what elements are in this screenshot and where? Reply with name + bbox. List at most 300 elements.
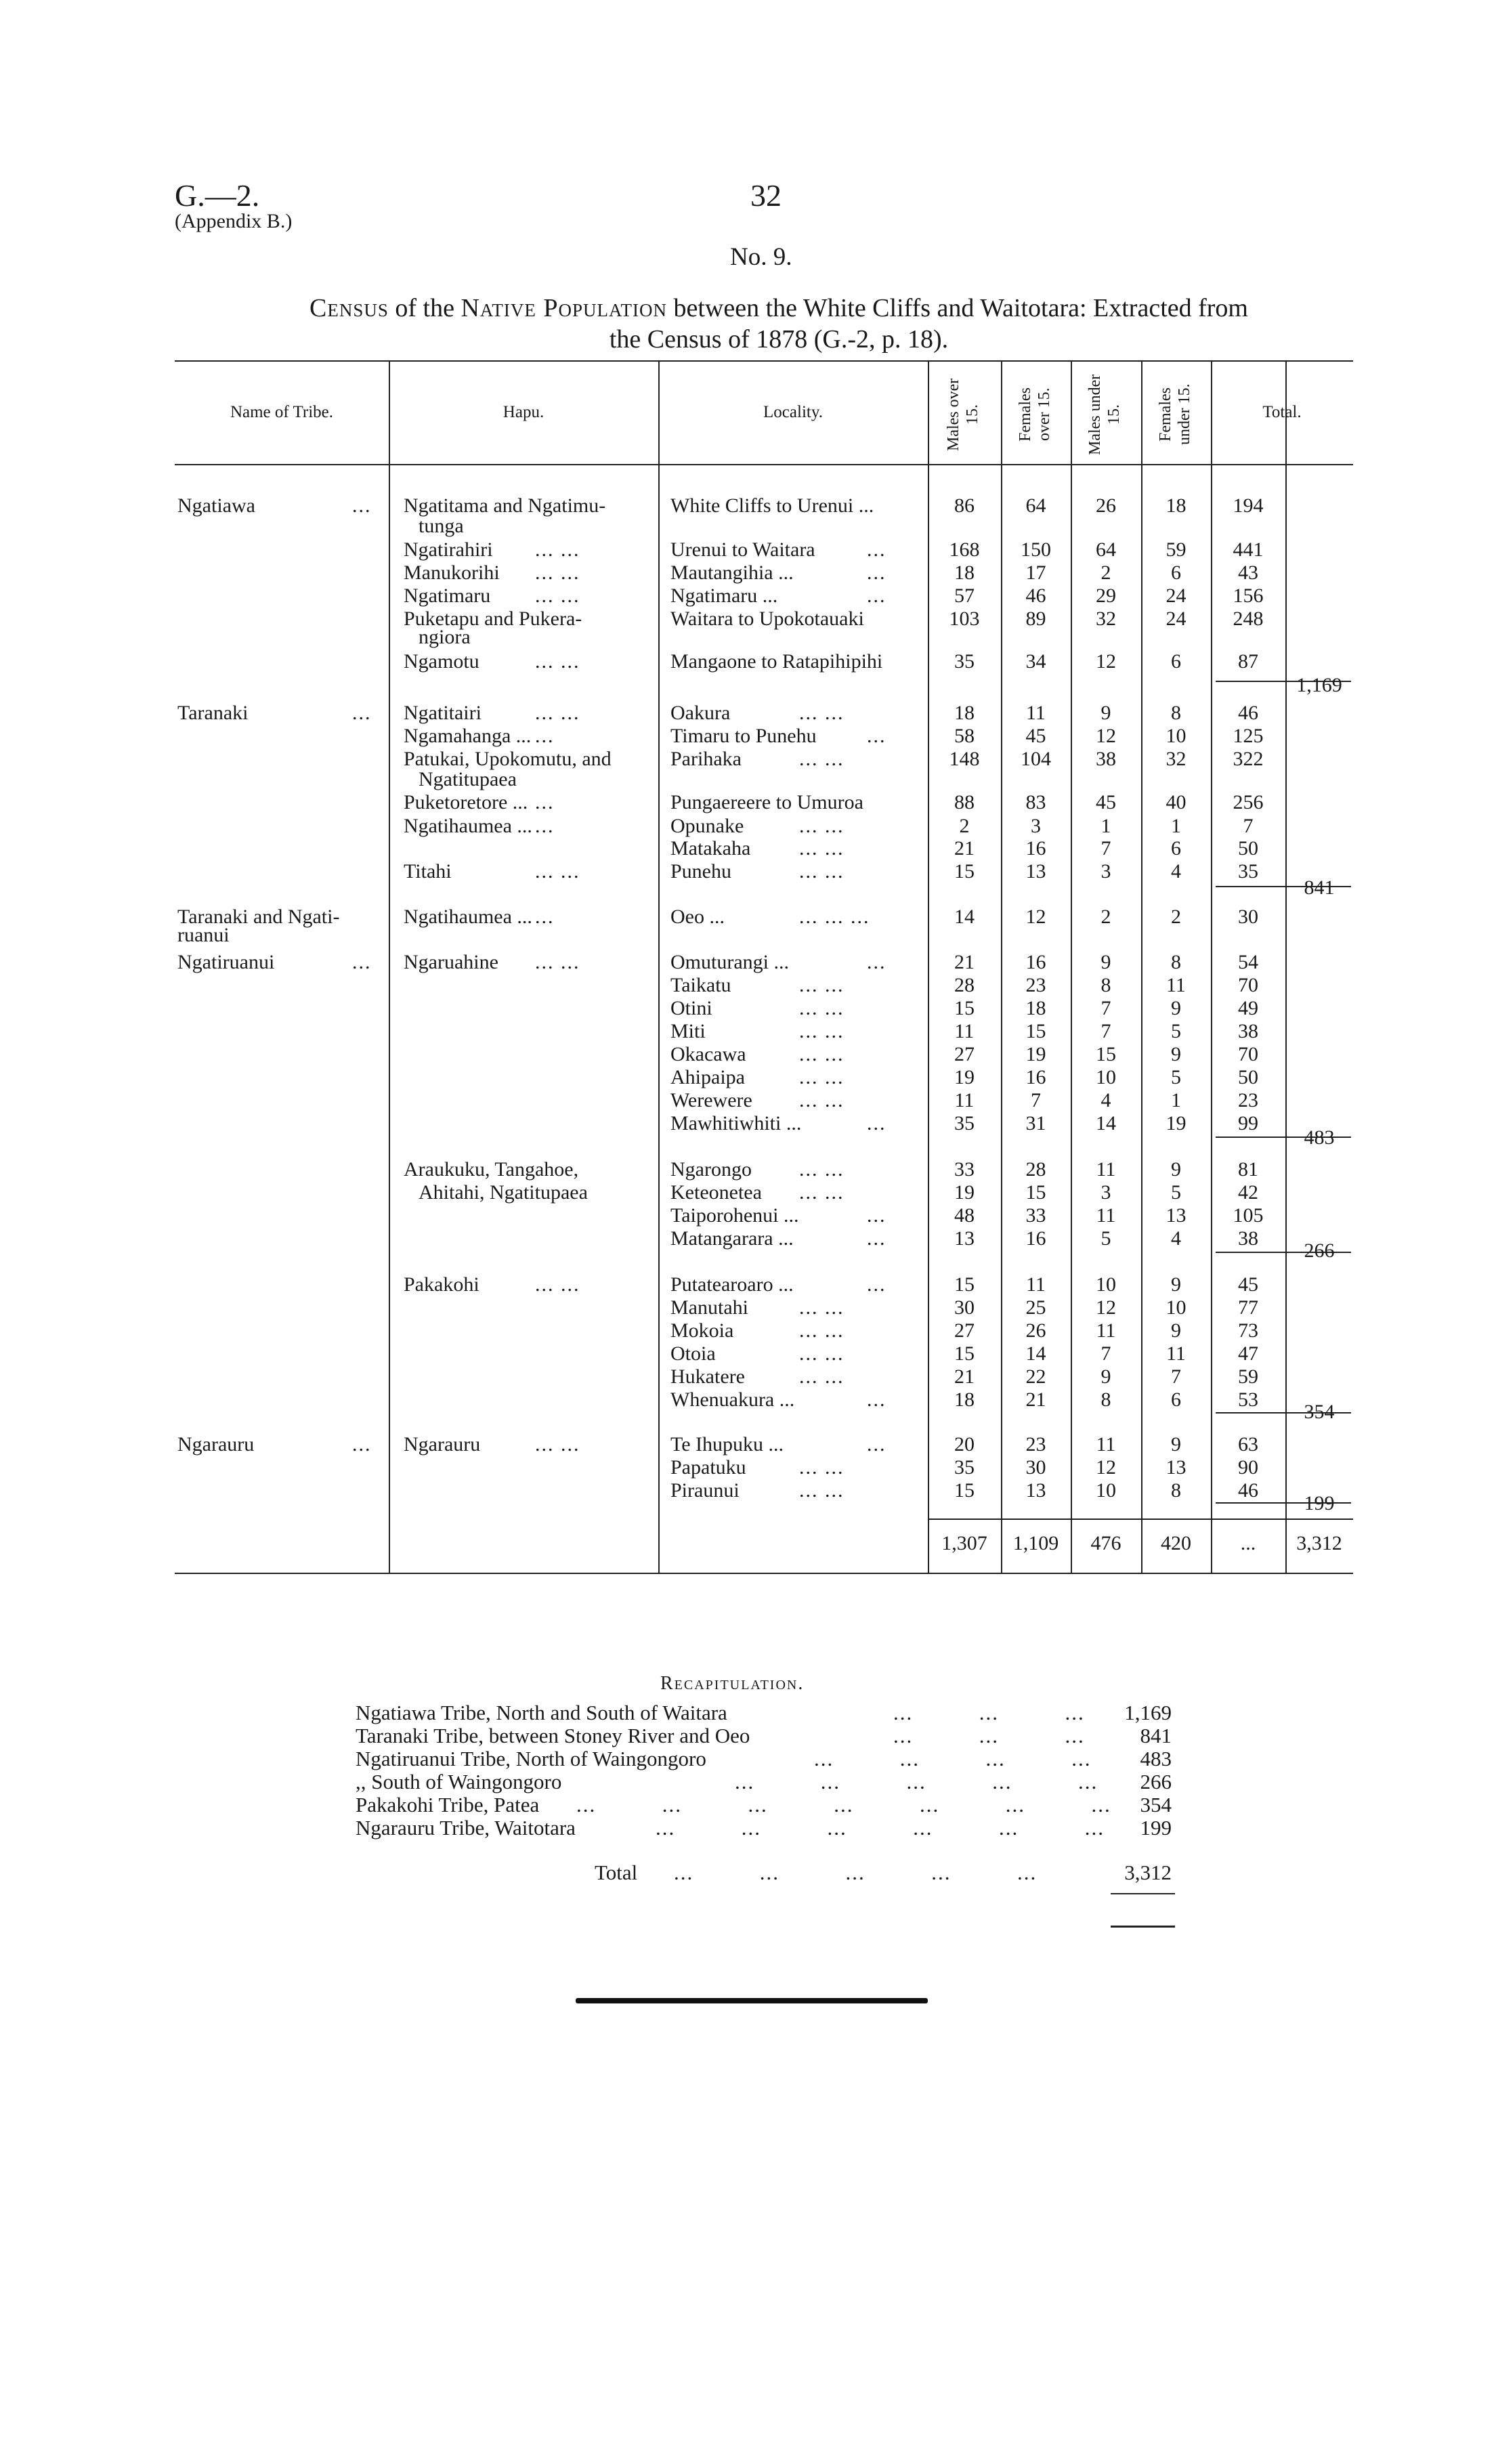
grand-males-under-15: 476 bbox=[1090, 1532, 1121, 1554]
tribe-leader-dots: ... bbox=[352, 951, 372, 973]
locality-leader-dots: ... ... bbox=[799, 1365, 845, 1388]
females-over-15-value: 21 bbox=[1025, 1388, 1046, 1411]
males-over-15-value: 103 bbox=[949, 608, 980, 630]
locality-leader-dots: ... ... bbox=[799, 1479, 845, 1502]
row-total-value: 7 bbox=[1243, 815, 1254, 837]
locality-leader-dots: ... ... bbox=[799, 1089, 845, 1111]
females-over-15-value: 11 bbox=[1026, 1273, 1046, 1296]
grand-females-under-15: 420 bbox=[1161, 1532, 1191, 1554]
hapu-name: Ngatihaumea ... bbox=[404, 815, 532, 837]
males-over-15-value: 19 bbox=[954, 1181, 975, 1204]
females-over-15-value: 33 bbox=[1025, 1204, 1046, 1227]
males-over-15-value: 21 bbox=[954, 1365, 975, 1388]
males-over-15-value: 15 bbox=[954, 1342, 975, 1365]
hapu-name: Puketoretore ... bbox=[404, 791, 528, 813]
title-word-of-the: of the bbox=[395, 294, 454, 322]
hapu-leader-dots: ... ... bbox=[535, 585, 580, 607]
locality-leader-dots: ... ... ... bbox=[799, 906, 870, 928]
females-under-15-value: 9 bbox=[1171, 1158, 1181, 1181]
males-over-15-value: 168 bbox=[949, 538, 980, 561]
locality-name: Mangaone to Ratapihipihi bbox=[670, 650, 883, 673]
hapu-name: Titahi bbox=[404, 860, 452, 883]
males-under-15-value: 9 bbox=[1100, 702, 1111, 724]
row-total-value: 50 bbox=[1238, 837, 1258, 859]
hapu-leader-dots: ... ... bbox=[535, 1433, 580, 1456]
recap-label: ,, South of Waingongoro bbox=[356, 1770, 562, 1793]
males-over-15-value: 21 bbox=[954, 951, 975, 973]
locality-name: Manutahi bbox=[670, 1296, 748, 1319]
locality-leader-dots: ... ... bbox=[799, 748, 845, 770]
locality-leader-dots: ... bbox=[867, 538, 886, 561]
females-under-15-value: 9 bbox=[1171, 1273, 1181, 1296]
hapu-leader-dots: ... bbox=[535, 906, 555, 928]
females-under-15-value: 9 bbox=[1171, 1319, 1181, 1342]
males-over-15-value: 11 bbox=[954, 1089, 975, 1111]
locality-name: Otoia bbox=[670, 1342, 716, 1365]
locality-name: Werewere bbox=[670, 1089, 752, 1111]
locality-name: Te Ihupuku ... bbox=[670, 1433, 784, 1456]
header-locality: Locality. bbox=[763, 403, 823, 421]
locality-name: Mokoia bbox=[670, 1319, 734, 1342]
locality-name: Oakura bbox=[670, 702, 731, 724]
hapu-name: Ngaruahine bbox=[404, 951, 498, 973]
locality-name: Opunake bbox=[670, 815, 744, 837]
row-total-value: 46 bbox=[1238, 702, 1258, 724]
hapu-leader-dots: ... ... bbox=[535, 702, 580, 724]
females-under-15-value: 32 bbox=[1166, 748, 1187, 770]
males-under-15-value: 2 bbox=[1100, 561, 1111, 584]
males-over-15-value: 30 bbox=[954, 1296, 975, 1319]
header-males-under-15: Males under 15. bbox=[1086, 374, 1123, 455]
row-total-value: 194 bbox=[1233, 494, 1264, 517]
females-over-15-value: 17 bbox=[1025, 561, 1046, 584]
locality-name: Putatearoaro ... bbox=[670, 1273, 794, 1296]
row-total-value: 23 bbox=[1238, 1089, 1258, 1111]
males-over-15-value: 20 bbox=[954, 1433, 975, 1456]
locality-name: Oeo ... bbox=[670, 906, 725, 928]
females-over-15-value: 16 bbox=[1025, 837, 1046, 859]
females-under-15-value: 7 bbox=[1171, 1365, 1181, 1388]
recap-leader-dots: ... ... ... ... ... ... ... bbox=[576, 1793, 1111, 1817]
group-total-value: 483 bbox=[1304, 1126, 1335, 1149]
recap-leader-dots: ... ... ... ... ... bbox=[735, 1770, 1098, 1793]
males-under-15-value: 8 bbox=[1100, 974, 1111, 996]
recap-leader-dots: ... ... ... bbox=[893, 1701, 1085, 1724]
tribe-name: ruanui bbox=[177, 924, 230, 946]
males-under-15-value: 38 bbox=[1096, 748, 1116, 770]
females-over-15-value: 83 bbox=[1025, 791, 1046, 813]
locality-name: Timaru to Punehu bbox=[670, 725, 817, 747]
females-over-15-value: 22 bbox=[1025, 1365, 1046, 1388]
females-under-15-value: 5 bbox=[1171, 1020, 1181, 1042]
header-tribe: Name of Tribe. bbox=[230, 403, 334, 421]
recap-value: 354 bbox=[1140, 1793, 1172, 1817]
locality-leader-dots: ... ... bbox=[799, 837, 845, 859]
males-under-15-value: 4 bbox=[1100, 1089, 1111, 1111]
row-total-value: 441 bbox=[1233, 538, 1264, 561]
row-total-value: 63 bbox=[1238, 1433, 1258, 1456]
row-total-value: 30 bbox=[1238, 906, 1258, 928]
locality-leader-dots: ... ... bbox=[799, 1296, 845, 1319]
females-under-15-value: 1 bbox=[1171, 1089, 1181, 1111]
hapu-name: Ahitahi, Ngatitupaea bbox=[419, 1181, 588, 1204]
grand-total-dots: ... bbox=[1240, 1532, 1256, 1554]
males-over-15-value: 33 bbox=[954, 1158, 975, 1181]
males-over-15-value: 14 bbox=[954, 906, 975, 928]
males-over-15-value: 15 bbox=[954, 1273, 975, 1296]
group-total-value: 266 bbox=[1304, 1239, 1335, 1262]
females-over-15-value: 15 bbox=[1025, 1020, 1046, 1042]
females-under-15-value: 13 bbox=[1166, 1204, 1187, 1227]
females-under-15-value: 40 bbox=[1166, 791, 1187, 813]
recap-value: 841 bbox=[1140, 1724, 1172, 1747]
header-bottom-rule bbox=[175, 464, 1353, 465]
females-over-15-value: 31 bbox=[1025, 1112, 1046, 1134]
males-over-15-value: 2 bbox=[959, 815, 970, 837]
males-under-15-value: 32 bbox=[1096, 608, 1116, 630]
males-under-15-value: 7 bbox=[1100, 997, 1111, 1019]
row-total-value: 46 bbox=[1238, 1479, 1258, 1502]
females-over-15-value: 28 bbox=[1025, 1158, 1046, 1181]
locality-leader-dots: ... ... bbox=[799, 1319, 845, 1342]
locality-leader-dots: ... ... bbox=[799, 1342, 845, 1365]
locality-name: Mautangihia ... bbox=[670, 561, 794, 584]
tribe-leader-dots: ... bbox=[352, 494, 372, 517]
tribe-leader-dots: ... bbox=[352, 702, 372, 724]
males-over-15-value: 15 bbox=[954, 997, 975, 1019]
row-total-value: 73 bbox=[1238, 1319, 1258, 1342]
page-number: 32 bbox=[750, 178, 782, 213]
females-under-15-value: 10 bbox=[1166, 1296, 1187, 1319]
recap-value: 483 bbox=[1140, 1747, 1172, 1770]
males-under-15-value: 12 bbox=[1096, 725, 1116, 747]
locality-name: Omuturangi ... bbox=[670, 951, 789, 973]
end-rule bbox=[576, 1998, 928, 2003]
females-under-15-value: 4 bbox=[1171, 860, 1181, 883]
females-under-15-value: 6 bbox=[1171, 650, 1181, 673]
row-total-value: 125 bbox=[1233, 725, 1264, 747]
males-under-15-value: 5 bbox=[1100, 1227, 1111, 1250]
females-under-15-value: 8 bbox=[1171, 1479, 1181, 1502]
locality-leader-dots: ... bbox=[867, 1204, 886, 1227]
females-under-15-value: 9 bbox=[1171, 1433, 1181, 1456]
tribe-leader-dots: ... bbox=[352, 1433, 372, 1456]
locality-name: Ngarongo bbox=[670, 1158, 752, 1181]
locality-leader-dots: ... ... bbox=[799, 860, 845, 883]
hapu-leader-dots: ... ... bbox=[535, 538, 580, 561]
group-total-value: 1,169 bbox=[1296, 674, 1342, 696]
row-total-value: 59 bbox=[1238, 1365, 1258, 1388]
males-over-15-value: 86 bbox=[954, 494, 975, 517]
locality-leader-dots: ... ... bbox=[799, 815, 845, 837]
males-under-15-value: 1 bbox=[1100, 815, 1111, 837]
locality-name: Waitara to Upokotauaki bbox=[670, 608, 864, 630]
females-under-15-value: 1 bbox=[1171, 815, 1181, 837]
locality-leader-dots: ... ... bbox=[799, 1066, 845, 1088]
females-under-15-value: 2 bbox=[1171, 906, 1181, 928]
locality-name: Miti bbox=[670, 1020, 706, 1042]
females-over-15-value: 18 bbox=[1025, 997, 1046, 1019]
females-over-15-value: 13 bbox=[1025, 860, 1046, 883]
females-over-15-value: 16 bbox=[1025, 1066, 1046, 1088]
locality-leader-dots: ... bbox=[867, 1273, 886, 1296]
locality-leader-dots: ... ... bbox=[799, 1020, 845, 1042]
females-over-15-value: 34 bbox=[1025, 650, 1046, 673]
males-over-15-value: 27 bbox=[954, 1043, 975, 1065]
document-title bbox=[203, 293, 1354, 355]
females-over-15-value: 104 bbox=[1021, 748, 1051, 770]
locality-name: Parihaka bbox=[670, 748, 742, 770]
locality-leader-dots: ... ... bbox=[799, 1043, 845, 1065]
locality-leader-dots: ... bbox=[867, 1112, 886, 1134]
females-over-15-value: 15 bbox=[1025, 1181, 1046, 1204]
recap-total-rule-bottom bbox=[1111, 1926, 1175, 1928]
hapu-name: Ngamahanga ... bbox=[404, 725, 532, 747]
females-over-15-value: 16 bbox=[1025, 1227, 1046, 1250]
females-over-15-value: 23 bbox=[1025, 1433, 1046, 1456]
row-total-value: 47 bbox=[1238, 1342, 1258, 1365]
row-total-value: 105 bbox=[1233, 1204, 1264, 1227]
recap-label: Taranaki Tribe, between Stoney River and Oeo bbox=[356, 1724, 750, 1747]
group-total-value: 354 bbox=[1304, 1401, 1335, 1423]
females-under-15-value: 19 bbox=[1166, 1112, 1187, 1134]
females-under-15-value: 9 bbox=[1171, 997, 1181, 1019]
locality-leader-dots: ... bbox=[867, 725, 886, 747]
tribe-name: Ngatiruanui bbox=[177, 951, 275, 973]
males-over-15-value: 28 bbox=[954, 974, 975, 996]
locality-leader-dots: ... ... bbox=[799, 702, 845, 724]
locality-leader-dots: ... bbox=[867, 561, 886, 584]
males-over-15-value: 35 bbox=[954, 650, 975, 673]
locality-name: Keteonetea bbox=[670, 1181, 762, 1204]
recap-label: Ngarauru Tribe, Waitotara bbox=[356, 1816, 576, 1840]
males-under-15-value: 12 bbox=[1096, 1456, 1116, 1479]
males-over-15-value: 13 bbox=[954, 1227, 975, 1250]
hapu-name: ngiora bbox=[419, 626, 471, 648]
females-under-15-value: 18 bbox=[1166, 494, 1187, 517]
females-over-15-value: 12 bbox=[1025, 906, 1046, 928]
group-total-value: 841 bbox=[1304, 876, 1335, 899]
males-over-15-value: 35 bbox=[954, 1456, 975, 1479]
hapu-name: Puketapu and Pukera- bbox=[404, 608, 582, 630]
locality-name: White Cliffs to Urenui ... bbox=[670, 494, 874, 517]
locality-name: Matangarara ... bbox=[670, 1227, 794, 1250]
recap-value: 199 bbox=[1140, 1816, 1172, 1840]
males-over-15-value: 58 bbox=[954, 725, 975, 747]
locality-name: Hukatere bbox=[670, 1365, 745, 1388]
males-under-15-value: 12 bbox=[1096, 1296, 1116, 1319]
grand-total-rule bbox=[928, 1518, 1353, 1520]
males-under-15-value: 10 bbox=[1096, 1273, 1116, 1296]
header-females-under-15-cell bbox=[1141, 371, 1211, 458]
row-total-value: 256 bbox=[1233, 791, 1264, 813]
males-over-15-value: 21 bbox=[954, 837, 975, 859]
recap-title: Recapitulation. bbox=[660, 1673, 805, 1694]
locality-leader-dots: ... ... bbox=[799, 1181, 845, 1204]
females-under-15-value: 9 bbox=[1171, 1043, 1181, 1065]
females-under-15-value: 8 bbox=[1171, 702, 1181, 724]
females-under-15-value: 5 bbox=[1171, 1181, 1181, 1204]
males-over-15-value: 18 bbox=[954, 702, 975, 724]
males-over-15-value: 35 bbox=[954, 1112, 975, 1134]
locality-leader-dots: ... ... bbox=[799, 1456, 845, 1479]
row-total-value: 38 bbox=[1238, 1227, 1258, 1250]
males-over-15-value: 15 bbox=[954, 860, 975, 883]
males-under-15-value: 10 bbox=[1096, 1066, 1116, 1088]
females-over-15-value: 16 bbox=[1025, 951, 1046, 973]
recap-label: Ngatiruanui Tribe, North of Waingongoro bbox=[356, 1747, 706, 1770]
females-over-15-value: 25 bbox=[1025, 1296, 1046, 1319]
females-under-15-value: 13 bbox=[1166, 1456, 1187, 1479]
females-over-15-value: 150 bbox=[1021, 538, 1051, 561]
hapu-leader-dots: ... ... bbox=[535, 561, 580, 584]
males-under-15-value: 11 bbox=[1096, 1319, 1116, 1342]
recap-leader-dots: ... ... ... ... bbox=[814, 1747, 1092, 1770]
recap-total-rule-top bbox=[1111, 1893, 1175, 1894]
row-total-value: 99 bbox=[1238, 1112, 1258, 1134]
females-over-15-value: 45 bbox=[1025, 725, 1046, 747]
females-over-15-value: 26 bbox=[1025, 1319, 1046, 1342]
title-line-2: the Census of 1878 (G.-2, p. 18). bbox=[609, 325, 949, 354]
locality-name: Okacawa bbox=[670, 1043, 746, 1065]
tribe-name: Ngatiawa bbox=[177, 494, 255, 517]
males-under-15-value: 12 bbox=[1096, 650, 1116, 673]
hapu-name: Patukai, Upokomutu, and bbox=[404, 748, 612, 770]
appendix-label: (Appendix B.) bbox=[175, 210, 293, 232]
recap-value: 1,169 bbox=[1124, 1701, 1172, 1724]
females-under-15-value: 4 bbox=[1171, 1227, 1181, 1250]
hapu-name: Ngatirahiri bbox=[404, 538, 493, 561]
females-under-15-value: 11 bbox=[1166, 1342, 1186, 1365]
females-under-15-value: 24 bbox=[1166, 608, 1187, 630]
recap-total-dots: ... ... ... ... ... bbox=[674, 1861, 1038, 1884]
header-total: Total. bbox=[1262, 403, 1302, 421]
hapu-name: Ngatitupaea bbox=[419, 768, 517, 790]
males-under-15-value: 8 bbox=[1100, 1388, 1111, 1411]
locality-leader-dots: ... ... bbox=[799, 974, 845, 996]
row-total-value: 45 bbox=[1238, 1273, 1258, 1296]
males-under-15-value: 26 bbox=[1096, 494, 1116, 517]
hapu-leader-dots: ... bbox=[535, 725, 555, 747]
males-over-15-value: 18 bbox=[954, 561, 975, 584]
locality-leader-dots: ... bbox=[867, 1433, 886, 1456]
tribe-name: Taranaki bbox=[177, 702, 249, 724]
males-over-15-value: 19 bbox=[954, 1066, 975, 1088]
grand-males-over-15: 1,307 bbox=[941, 1532, 987, 1554]
locality-name: Taiporohenui ... bbox=[670, 1204, 799, 1227]
locality-name: Mawhitiwhiti ... bbox=[670, 1112, 802, 1134]
males-over-15-value: 11 bbox=[954, 1020, 975, 1042]
females-under-15-value: 6 bbox=[1171, 561, 1181, 584]
hapu-name: Manukorihi bbox=[404, 561, 500, 584]
males-under-15-value: 2 bbox=[1100, 906, 1111, 928]
row-total-value: 87 bbox=[1238, 650, 1258, 673]
recap-total-label: Total bbox=[595, 1861, 638, 1884]
females-over-15-value: 13 bbox=[1025, 1479, 1046, 1502]
title-word-native-population: Native Population bbox=[461, 294, 667, 322]
males-under-15-value: 10 bbox=[1096, 1479, 1116, 1502]
hapu-leader-dots: ... ... bbox=[535, 1273, 580, 1296]
header-hapu: Hapu. bbox=[503, 403, 544, 421]
males-over-15-value: 18 bbox=[954, 1388, 975, 1411]
males-over-15-value: 57 bbox=[954, 585, 975, 607]
row-total-value: 35 bbox=[1238, 860, 1258, 883]
row-total-value: 81 bbox=[1238, 1158, 1258, 1181]
locality-leader-dots: ... ... bbox=[799, 1158, 845, 1181]
row-total-value: 53 bbox=[1238, 1388, 1258, 1411]
hapu-name: Ngamotu bbox=[404, 650, 479, 673]
col-rule-8 bbox=[1285, 360, 1287, 1573]
locality-name: Piraunui bbox=[670, 1479, 740, 1502]
locality-leader-dots: ... ... bbox=[799, 997, 845, 1019]
males-under-15-value: 7 bbox=[1100, 1020, 1111, 1042]
males-under-15-value: 3 bbox=[1100, 860, 1111, 883]
row-total-value: 49 bbox=[1238, 997, 1258, 1019]
hapu-leader-dots: ... ... bbox=[535, 860, 580, 883]
recap-leader-dots: ... ... ... bbox=[893, 1724, 1085, 1747]
hapu-name: Pakakohi bbox=[404, 1273, 479, 1296]
table-top-rule bbox=[175, 360, 1353, 362]
document-reference: G.—2. bbox=[175, 178, 260, 213]
hapu-name: Ngatitama and Ngatimu- bbox=[404, 494, 606, 517]
females-over-15-value: 3 bbox=[1031, 815, 1041, 837]
females-over-15-value: 46 bbox=[1025, 585, 1046, 607]
col-rule-1 bbox=[389, 360, 390, 1573]
males-under-15-value: 14 bbox=[1096, 1112, 1116, 1134]
hapu-leader-dots: ... ... bbox=[535, 650, 580, 673]
females-under-15-value: 6 bbox=[1171, 1388, 1181, 1411]
grand-females-over-15: 1,109 bbox=[1012, 1532, 1059, 1554]
females-over-15-value: 23 bbox=[1025, 974, 1046, 996]
hapu-name: Ngatimaru bbox=[404, 585, 491, 607]
locality-name: Punehu bbox=[670, 860, 731, 883]
col-rule-2 bbox=[658, 360, 660, 1573]
group-total-value: 199 bbox=[1304, 1492, 1335, 1514]
table-bottom-rule bbox=[175, 1573, 1353, 1574]
recap-label: Ngatiawa Tribe, North and South of Waitara bbox=[356, 1701, 727, 1724]
row-total-value: 43 bbox=[1238, 561, 1258, 584]
header-females-over-15: Females over 15. bbox=[1016, 387, 1053, 442]
locality-leader-dots: ... bbox=[867, 585, 886, 607]
header-females-over-15-cell bbox=[1001, 371, 1071, 458]
hapu-name: Araukuku, Tangahoe, bbox=[404, 1158, 579, 1181]
males-under-15-value: 64 bbox=[1096, 538, 1116, 561]
males-over-15-value: 148 bbox=[949, 748, 980, 770]
hapu-name: Ngatihaumea ... bbox=[404, 906, 532, 928]
row-total-value: 70 bbox=[1238, 1043, 1258, 1065]
document-number: No. 9. bbox=[730, 243, 792, 271]
hapu-leader-dots: ... bbox=[535, 815, 555, 837]
females-under-15-value: 59 bbox=[1166, 538, 1187, 561]
tribe-name: Taranaki and Ngati- bbox=[177, 906, 340, 928]
locality-name: Whenuakura ... bbox=[670, 1388, 795, 1411]
locality-name: Urenui to Waitara bbox=[670, 538, 815, 561]
locality-leader-dots: ... bbox=[867, 1227, 886, 1250]
males-under-15-value: 11 bbox=[1096, 1433, 1116, 1456]
row-total-value: 38 bbox=[1238, 1020, 1258, 1042]
hapu-name: Ngatitairi bbox=[404, 702, 482, 724]
locality-leader-dots: ... bbox=[867, 1388, 886, 1411]
title-word-census: Census bbox=[309, 294, 389, 322]
hapu-leader-dots: ... ... bbox=[535, 951, 580, 973]
females-under-15-value: 24 bbox=[1166, 585, 1187, 607]
recap-label: Pakakohi Tribe, Patea bbox=[356, 1793, 540, 1817]
locality-name: Ngatimaru ... bbox=[670, 585, 778, 607]
males-over-15-value: 27 bbox=[954, 1319, 975, 1342]
locality-leader-dots: ... bbox=[867, 951, 886, 973]
recap-value: 266 bbox=[1140, 1770, 1172, 1793]
males-under-15-value: 45 bbox=[1096, 791, 1116, 813]
